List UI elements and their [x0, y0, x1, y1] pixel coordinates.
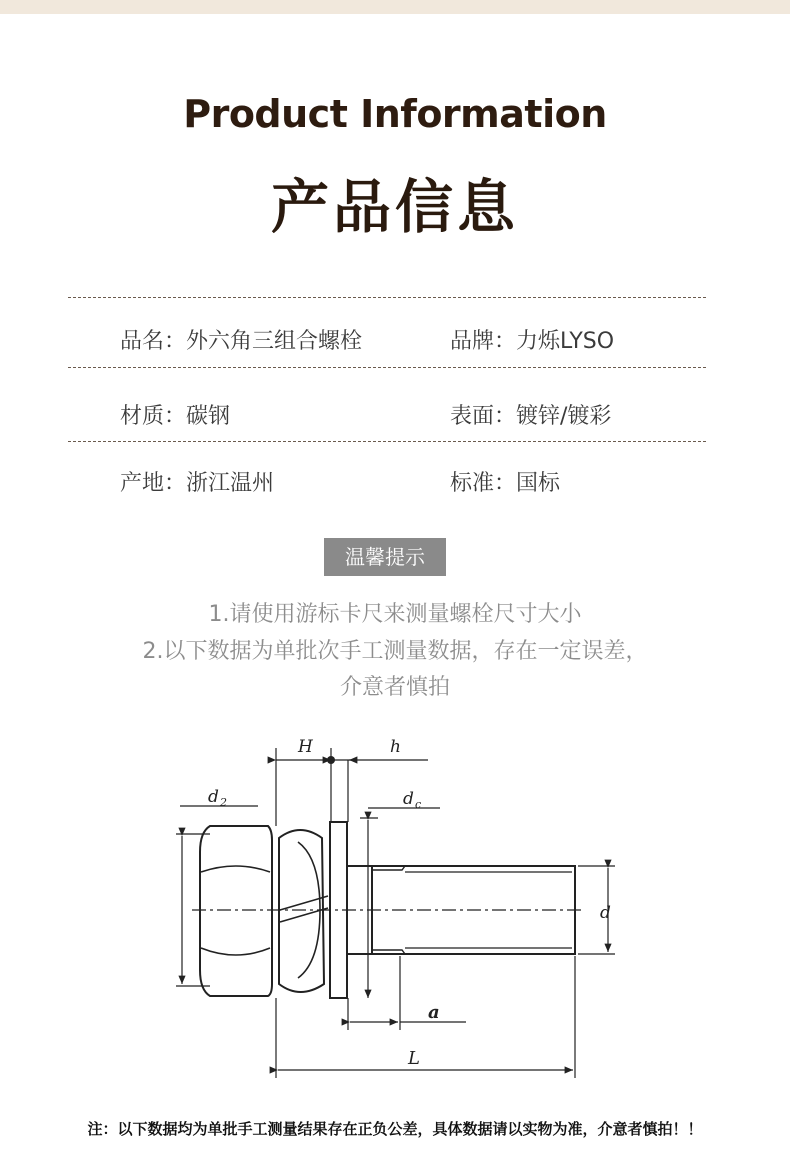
footer-note: 注：以下数据均为单批手工测量结果存在正负公差，具体数据请以实物为准，介意者慎拍！！: [87, 1120, 703, 1138]
dim-L-label: L: [408, 1048, 420, 1069]
dim-d-label: d: [600, 903, 611, 923]
page-title-cn: 产品信息: [270, 173, 519, 241]
notice-line-3: 介意者慎拍: [339, 675, 450, 700]
info-surface: 表面：镀锌/镀彩: [450, 404, 612, 429]
info-name: 品名：外六角三组合螺栓: [120, 329, 363, 354]
divider: [68, 441, 706, 442]
dim-H-label: H: [298, 737, 313, 757]
page-title-en: Product Information: [183, 92, 607, 136]
info-brand: 品牌：力烁LYSO: [450, 329, 615, 354]
notice-line-2: 2.以下数据为单批次手工测量数据，存在一定误差，: [142, 639, 648, 664]
notice-line-1: 1.请使用游标卡尺来测量螺栓尺寸大小: [208, 602, 582, 627]
divider: [68, 367, 706, 368]
info-standard: 标准：国标: [450, 471, 561, 496]
top-band: [0, 0, 790, 14]
info-material: 材质：碳钢: [120, 404, 231, 429]
divider: [68, 297, 706, 298]
dim-d2-subscript: 2: [220, 796, 227, 809]
dim-dc-subscript: c: [415, 798, 422, 811]
notice-badge: 温馨提示: [324, 538, 446, 576]
info-origin: 产地：浙江温州: [120, 471, 275, 496]
dim-h-label: h: [390, 737, 401, 757]
dim-dc-label: d: [403, 789, 414, 809]
dim-a-label: a: [428, 1002, 440, 1023]
dim-d2-label: d: [208, 787, 219, 807]
bolt-dimension-diagram: [160, 725, 630, 1085]
